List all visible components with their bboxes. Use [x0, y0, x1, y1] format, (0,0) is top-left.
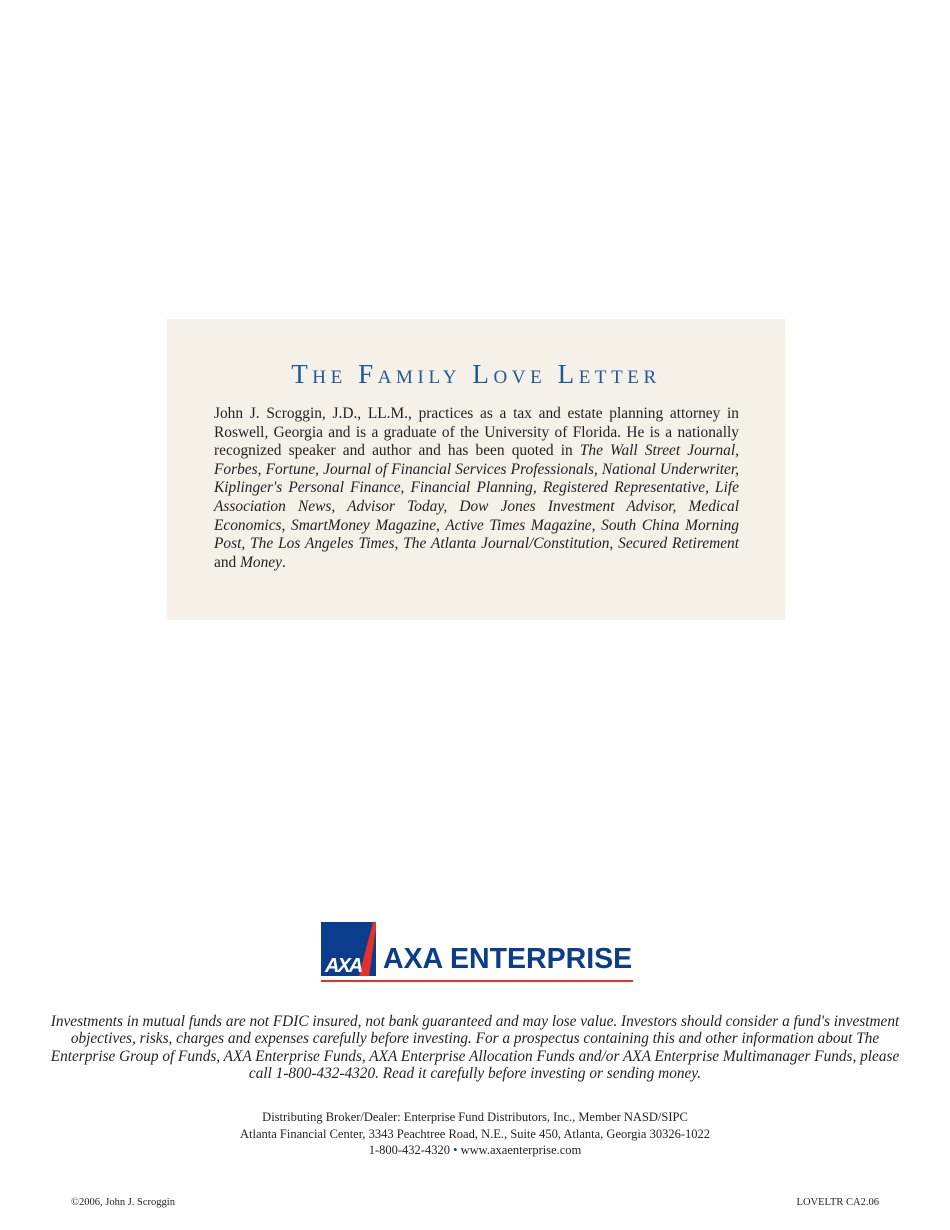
bio-text-segment: and	[214, 553, 241, 571]
copyright-notice: ©2006, John J. Scroggin	[71, 1197, 175, 1208]
axa-logo-mark-icon	[321, 922, 376, 976]
document-code: LOVELTR CA2.06	[796, 1197, 879, 1208]
bio-text	[214, 405, 739, 572]
bio-text-segment: John J. Scroggin, J.D., LL.M., practices as a tax and estate planning attorney in Roswell, Georgia and is a graduate of the University of Florida. He is a nationally recognized speaker and author and has been quoted in	[214, 405, 739, 460]
logo-underline	[321, 980, 633, 982]
logo-wordmark: AXA ENTERPRISE	[383, 943, 633, 975]
bio-title: The Family Love Letter	[291, 359, 661, 389]
bio-text-publications: The Wall Street Journal, Forbes, Fortune, Journal of Financial Services Professionals, National Underwriter, Kiplinger's Personal Finance, Financial Planning, Registered Representative, Life Association News, Advisor Today, Dow Jones Investment Advisor, Medical Economics, SmartMoney Magazine, Active Times Magazine, South China Morning Post, The Los Angeles Times, The Atlanta Journal/Constitution	[214, 442, 739, 553]
bullet-separator: •	[453, 1143, 458, 1158]
axa-mark-text: AXA	[325, 955, 362, 976]
author-bio-panel	[167, 319, 785, 620]
axa-enterprise-logo	[321, 921, 633, 985]
broker-contact-line	[100, 1142, 850, 1159]
bio-text-publication: Secured Retirement	[618, 535, 739, 553]
bio-text-publication: Money	[240, 553, 282, 571]
broker-address-line: Atlanta Financial Center, 3343 Peachtree Road, N.E., Suite 450, Atlanta, Georgia 30326-1022	[240, 1126, 710, 1141]
bio-text-segment: ,	[609, 535, 619, 553]
broker-dealer-line: Distributing Broker/Dealer: Enterprise Fund Distributors, Inc., Member NASD/SIPC	[262, 1110, 688, 1124]
broker-website-link[interactable]: www.axaenterprise.com	[460, 1143, 582, 1158]
investment-disclaimer: Investments in mutual funds are not FDIC insured, not bank guaranteed and may lose value. Investors should consider a fund's investment objectives, risks, charges and expenses carefully before investing. For a prospectus containing this and other information about The Enterprise Group of Funds, AXA Enterprise Funds, AXA Enterprise Allocation Funds and/or AXA Enterprise Multimanager Funds, please call 1-800-432-4320. Read it carefully before investing or sending money.	[50, 1013, 900, 1082]
bio-text-segment: .	[281, 553, 286, 571]
broker-info	[100, 1109, 850, 1159]
broker-phone: 1-800-432-4320	[368, 1143, 450, 1158]
